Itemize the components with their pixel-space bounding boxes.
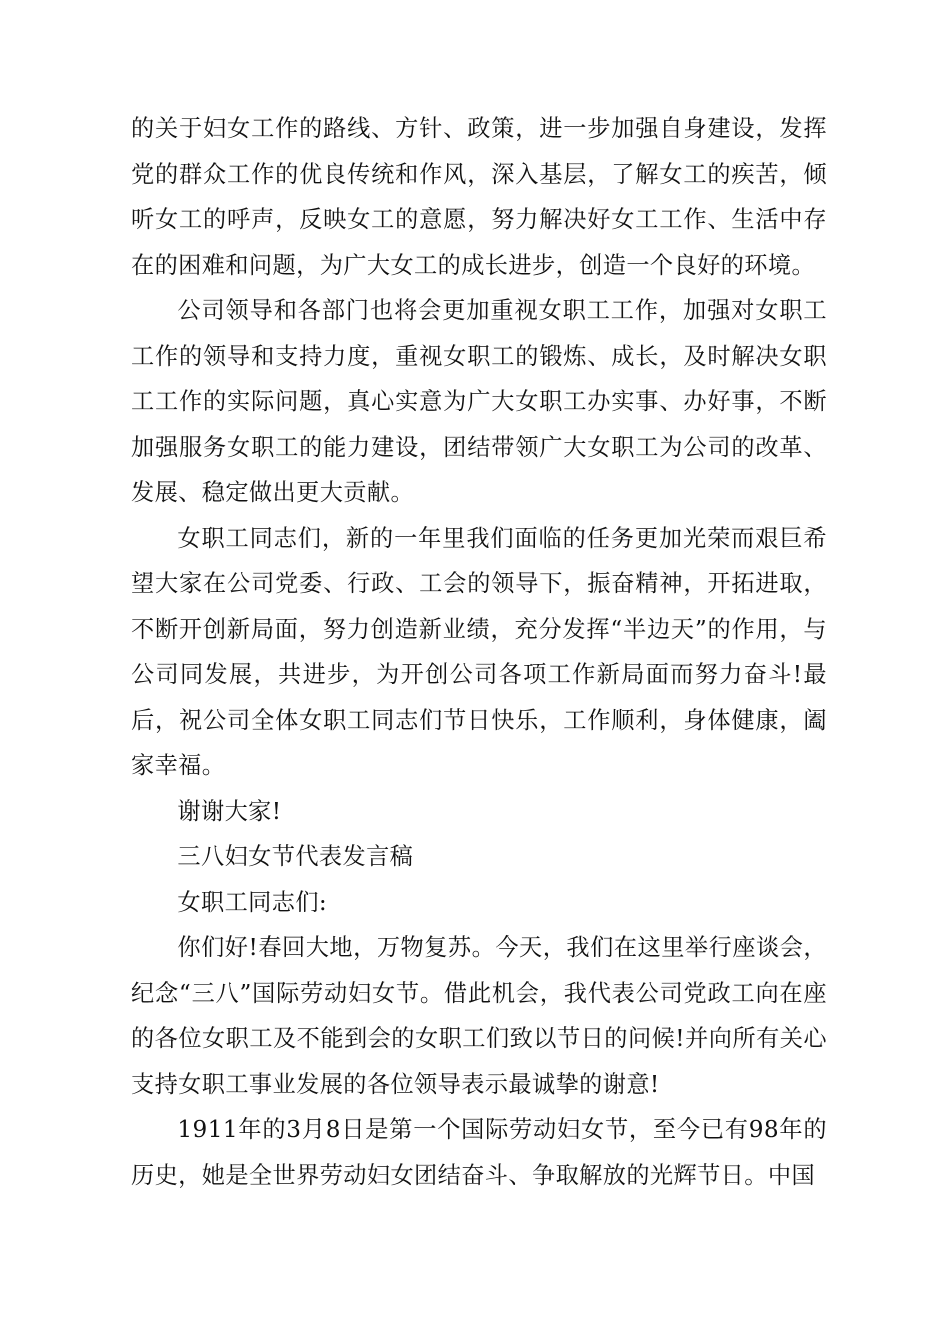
- paragraph-leadership: 公司领导和各部门也将会更加重视女职工工作，加强对女职工工作的领导和支持力度，重视女职工的锻炼、成长，及时解决女职工工作的实际问题，真心实意为广大女职工办实事、办好事，不断加强服务女职工的能力建设，团结带领广大女职工为公司的改革、发展、稳定做出更大贡献。: [131, 297, 827, 506]
- paragraph-history: 1911年的3月8日是第一个国际劳动妇女节，至今已有98年的历史，她是全世界劳动妇女团结奋斗、争取解放的光辉节日。中国: [131, 1116, 827, 1189]
- paragraph-continued: 的关于妇女工作的路线、方针、政策，进一步加强自身建设，发挥党的群众工作的优良传统和作风，深入基层，了解女工的疾苦，倾听女工的呼声，反映女工的意愿，努力解决好女工工作、生活中存在的困难和问题，为广大女工的成长进步，创造一个良好的环境。: [131, 115, 827, 279]
- paragraph-greeting: 你们好!春回大地，万物复苏。今天，我们在这里举行座谈会，纪念“三八”国际劳动妇女节。借此机会，我代表公司党政工向在座的各位女职工及不能到会的女职工们致以节日的问候!并向所有关心支持女职工事业发展的各位领导表示最诚挚的谢意!: [131, 934, 827, 1098]
- salutation: 女职工同志们:: [177, 888, 328, 916]
- document-body: [131, 106, 827, 1198]
- paragraph-appeal: 女职工同志们，新的一年里我们面临的任务更加光荣而艰巨希望大家在公司党委、行政、工会的领导下，振奋精神，开拓进取，不断开创新局面，努力创造新业绩，充分发挥“半边天”的作用，与公司同发展，共进步，为开创公司各项工作新局面而努力奋斗!最后，祝公司全体女职工同志们节日快乐，工作顺利，身体健康，阖家幸福。: [131, 524, 827, 779]
- paragraph-thanks: 谢谢大家!: [177, 797, 282, 825]
- section-title: 三八妇女节代表发言稿: [177, 843, 414, 870]
